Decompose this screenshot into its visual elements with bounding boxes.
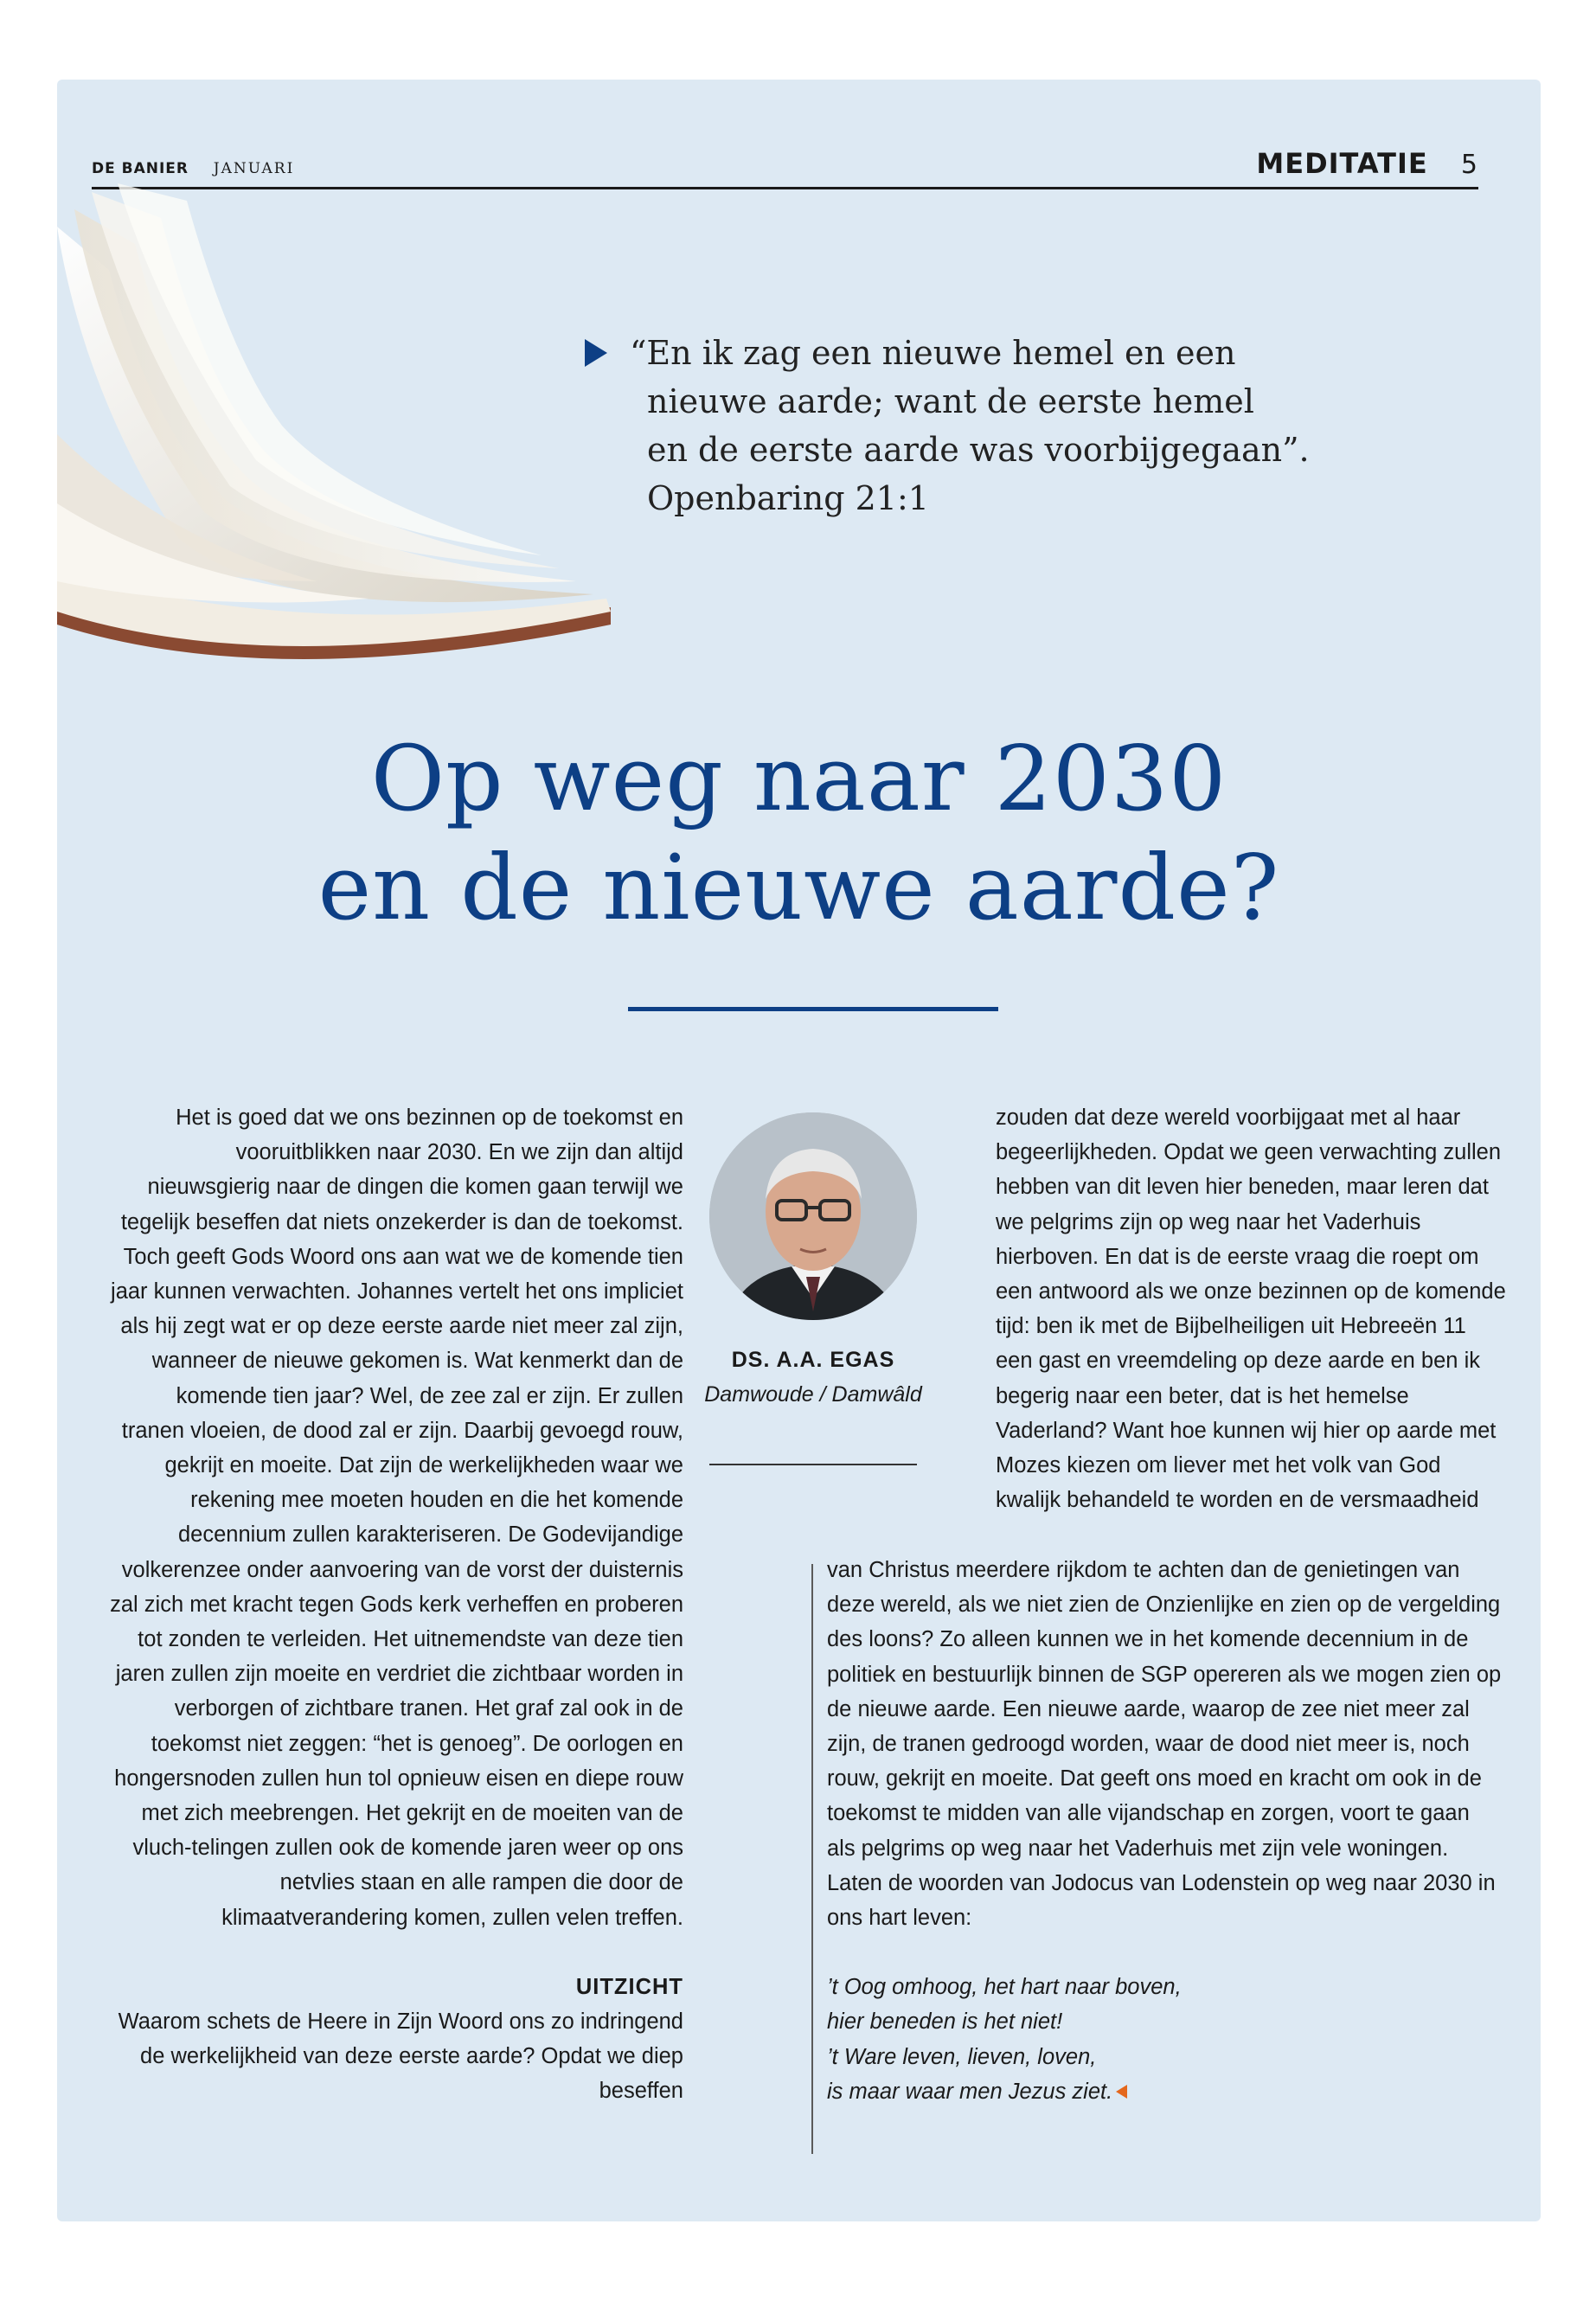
open-book-illustration [57, 175, 611, 711]
author-name: DS. A.A. EGAS [731, 1348, 895, 1372]
title-line-2: en de nieuwe aarde? [317, 835, 1280, 940]
article-paragraph: zouden dat deze wereld voorbijgaat met al haar begeerlijkheden. Opdat we geen verwachting zullen hebben van dit leven hier beneden, maar leren dat we pelgrims zijn op weg naar het Vaderhuis hierboven. En dat is de eerste vraag die roept om een antwoord als we onze bezinnen op de komende tijd: ben ik met de Bijbelheiligen uit Hebreeën 11 een gast en vreemdeling op deze aarde en ben ik begerig naar een beter, dat is het hemelse Vaderland? Want hoe kunnen wij hier op aarde met Mozes kiezen om liever met het volk van God kwalijk behandeld te worden en de versmaadheid [996, 1106, 1506, 1513]
column-divider [811, 1564, 813, 2154]
author-portrait-icon [709, 1112, 917, 1320]
quote-line: nieuwe aarde; want de eerste hemel [647, 382, 1254, 420]
author-avatar [709, 1112, 917, 1320]
title-line-1: Op weg naar 2030 [370, 726, 1227, 831]
page-number: 5 [1460, 150, 1478, 180]
poem-line: hier beneden is het niet! [827, 2009, 1063, 2035]
article-paragraph: van Christus meerdere rijkdom te achten dan de genietingen van deze wereld, als we niet zien de Onzienlijke en zien op de vergelding des loons? Zo alleen kunnen we in het komende decennium in de politiek en bestuurlijk binnen de SGP opereren als we mogen zien op de nieuwe aarde. Een nieuwe aarde, waarop de zee niet meer zal zijn, de tranen gedroogd worden, waar de dood niet meer is, noch rouw, gekrijt en moeite. Dat geeft ons moed en kracht om ook in de toekomst te midden van alle vijandschap en zorgen, voort te gaan als pelgrims op weg naar het Vaderhuis met zijn vele woningen. Laten de woorden van Jodocus van Lodenstein op weg naar 2030 in ons hart leven: [827, 1558, 1502, 1931]
page [57, 80, 1541, 2221]
poem [827, 1970, 1502, 2109]
article-paragraph: Waarom schets de Heere in Zijn Woord ons zo indringend de werkelijkheid van deze eerste aarde? Opdat we diep beseffen [118, 2009, 683, 2104]
subheading: UITZICHT [575, 1974, 683, 1999]
publication-name: DE BANIER [92, 160, 189, 177]
article-paragraph: Het is goed dat we ons bezinnen op de toekomst en vooruitblikken naar 2030. En we zijn dan altijd nieuwsgierig naar de dingen die komen gaan terwijl we tegelijk beseffen dat niets onzekerder is dan de toekomst. Toch geeft Gods Woord ons aan wat we de komende tien jaar kunnen verwachten. Johannes vertelt het ons impliciet als hij zegt wat er op deze eerste aarde niet meer zal zijn, wanneer de nieuwe gekomen is. Wat kenmerkt dan de komende tien jaar? Wel, de zee zal er zijn. Er zullen tranen vloeien, de dood zal er zijn. Daarbij gevoegd rouw, gekrijt en moeite. Dat zijn de werkelijkheden waar we rekening mee moeten houden en die het komende decennium zullen karakteriseren. De Godevijandige volkerenzee onder aanvoering van de vorst der duisternis zal zich met kracht tegen Gods kerk verheffen en proberen tot zonden te verleiden. Het uitnemendste van deze tien jaren zullen zijn moeite en verdriet die zichtbaar worden in verborgen of zichtbare tranen. Het graf zal ook in de toekomst niet zeggen: “het is genoeg”. De oorlogen en hongersnoden zullen hun tol opnieuw eisen en diepe rouw met zich meebrengen. Het gekrijt en de moeiten van de vluch-telingen zullen ook de komende jaren weer op ons netvlies staan en alle rampen die door de klimaatverandering komen, zullen velen treffen. [110, 1106, 683, 1930]
author-location: Damwoude / Damwâld [704, 1382, 922, 1407]
title-underline [628, 1007, 998, 1011]
poem-line: ’t Oog omhoog, het hart naar boven, [827, 1975, 1182, 2000]
article-title [57, 724, 1541, 942]
author-divider [709, 1464, 917, 1465]
poem-line: ’t Ware leven, lieven, loven, [827, 2044, 1097, 2069]
quote-line: “En ik zag een nieuwe hemel en een [630, 334, 1236, 372]
running-header-right [1256, 147, 1478, 180]
quote-bullet-triangle-icon [585, 339, 607, 367]
end-of-article-triangle-icon [1116, 2085, 1127, 2099]
quote-reference: Openbaring 21:1 [647, 479, 929, 517]
quote-line: en de eerste aarde was voorbijgegaan”. [647, 431, 1310, 469]
article-column-upper-right [996, 1100, 1506, 1517]
poem-line: is maar waar men Jezus ziet. [827, 2079, 1113, 2104]
issue-month: JANUARI [213, 160, 295, 177]
article-column-lower-right [827, 1553, 1502, 2109]
section-label: MEDITATIE [1256, 147, 1428, 180]
scripture-quote [585, 329, 1363, 522]
article-column-left [109, 1100, 683, 2109]
